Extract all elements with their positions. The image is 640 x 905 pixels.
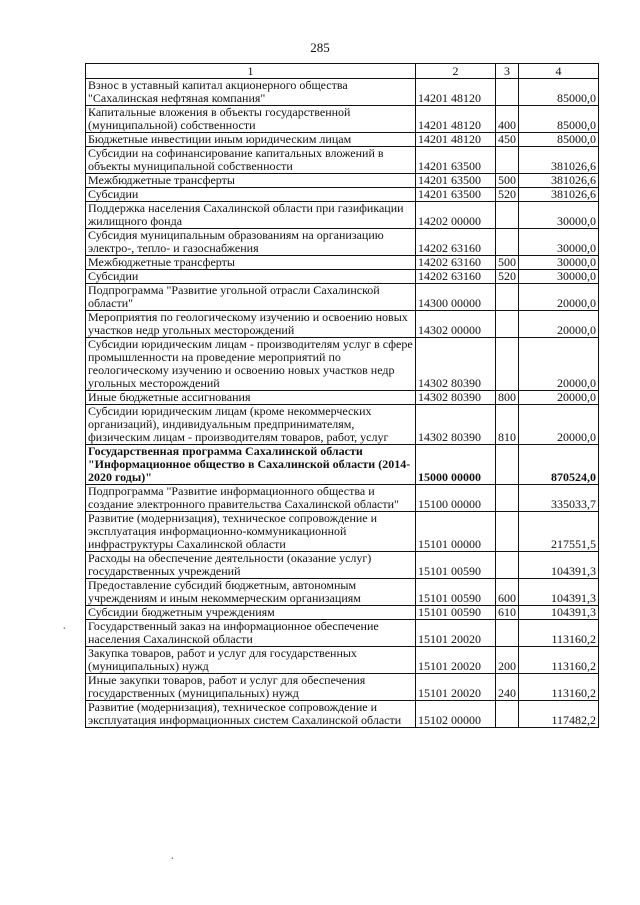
row-name: Закупка товаров, работ и услуг для государственных (муниципальных) нужд xyxy=(86,647,416,674)
row-name: Субсидии бюджетным учреждениям xyxy=(86,606,416,620)
row-name: Субсидия муниципальным образованиям на организацию электро-, тепло- и газоснабжения xyxy=(86,229,416,256)
table-row xyxy=(86,647,599,674)
row-type: 610 xyxy=(496,606,519,620)
margin-mark: · xyxy=(170,852,175,867)
row-name: Иные бюджетные ассигнования xyxy=(86,391,416,405)
row-code: 15101 00590 xyxy=(416,579,496,606)
row-name: Капитальные вложения в объекты государственной (муниципальной) собственности xyxy=(86,106,416,133)
table-row xyxy=(86,174,599,188)
row-sum: 20000,0 xyxy=(519,284,599,311)
row-name: Взнос в уставный капитал акционерного общества "Сахалинская нефтяная компания" xyxy=(86,79,416,106)
row-code: 14202 63160 xyxy=(416,270,496,284)
row-type xyxy=(496,512,519,552)
row-type: 810 xyxy=(496,405,519,445)
table-row xyxy=(86,202,599,229)
row-code: 14302 80390 xyxy=(416,405,496,445)
row-type: 500 xyxy=(496,174,519,188)
row-name: Субсидии юридическим лицам - производителям услуг в сфере промышленности на проведение мероприятий по геологическому изучению и освоению новых участков недр угольных месторождений xyxy=(86,338,416,391)
row-type: 800 xyxy=(496,391,519,405)
row-type xyxy=(496,147,519,174)
row-name: Государственная программа Сахалинской области "Информационное общество в Сахалинской области (2014-2020 годы)" xyxy=(86,445,416,485)
row-type: 520 xyxy=(496,270,519,284)
row-code: 15102 00000 xyxy=(416,701,496,728)
table-row xyxy=(86,133,599,147)
table-row xyxy=(86,256,599,270)
row-name: Иные закупки товаров, работ и услуг для обеспечения государственных (муниципальных) нужд xyxy=(86,674,416,701)
row-type xyxy=(496,338,519,391)
table-row xyxy=(86,229,599,256)
row-name: Развитие (модернизация), техническое сопровождение и эксплуатация информационных систем Сахалинской области xyxy=(86,701,416,728)
row-name: Подпрограмма "Развитие информационного общества и создание электронного правительства Сахалинской области" xyxy=(86,485,416,512)
row-name: Межбюджетные трансферты xyxy=(86,256,416,270)
row-sum: 85000,0 xyxy=(519,79,599,106)
row-code: 14201 63500 xyxy=(416,174,496,188)
row-code: 15101 00000 xyxy=(416,512,496,552)
row-sum: 20000,0 xyxy=(519,338,599,391)
row-type: 240 xyxy=(496,674,519,701)
row-sum: 30000,0 xyxy=(519,229,599,256)
row-sum: 104391,3 xyxy=(519,579,599,606)
table-row xyxy=(86,391,599,405)
row-type xyxy=(496,552,519,579)
row-name: Субсидии xyxy=(86,188,416,202)
row-type: 520 xyxy=(496,188,519,202)
row-name: Субсидии xyxy=(86,270,416,284)
table-row xyxy=(86,701,599,728)
row-name: Субсидии на софинансирование капитальных вложений в объекты муниципальной собственности xyxy=(86,147,416,174)
row-sum: 870524,0 xyxy=(519,445,599,485)
row-type: 450 xyxy=(496,133,519,147)
table-row xyxy=(86,485,599,512)
row-code: 15101 00590 xyxy=(416,606,496,620)
row-code: 14202 63160 xyxy=(416,256,496,270)
row-name: Мероприятия по геологическому изучению и освоению новых участков недр угольных месторождений xyxy=(86,311,416,338)
row-sum: 381026,6 xyxy=(519,174,599,188)
row-name: Предоставление субсидий бюджетным, автономным учреждениям и иным некоммерческим организациям xyxy=(86,579,416,606)
row-code: 14302 80390 xyxy=(416,391,496,405)
row-code: 14202 63160 xyxy=(416,229,496,256)
row-type xyxy=(496,229,519,256)
row-name: Поддержка населения Сахалинской области при газификации жилищного фонда xyxy=(86,202,416,229)
table-row xyxy=(86,512,599,552)
row-sum: 381026,6 xyxy=(519,147,599,174)
row-type xyxy=(496,202,519,229)
header-col-1: 1 xyxy=(86,64,416,79)
row-name: Государственный заказ на информационное обеспечение населения Сахалинской области xyxy=(86,620,416,647)
table-body xyxy=(86,79,599,728)
table-row xyxy=(86,606,599,620)
row-name: Субсидии юридическим лицам (кроме некоммерческих организаций), индивидуальным предпринимателям, физическим лицам - производителям товаров, работ, услуг xyxy=(86,405,416,445)
row-type xyxy=(496,701,519,728)
row-sum: 113160,2 xyxy=(519,620,599,647)
row-code: 14202 00000 xyxy=(416,202,496,229)
row-sum: 113160,2 xyxy=(519,674,599,701)
row-name: Развитие (модернизация), техническое сопровождение и эксплуатация информационно-коммуникационной инфраструктуры Сахалинской области xyxy=(86,512,416,552)
row-name: Межбюджетные трансферты xyxy=(86,174,416,188)
row-sum: 104391,3 xyxy=(519,606,599,620)
table-row xyxy=(86,311,599,338)
table-row xyxy=(86,579,599,606)
row-code: 15101 20020 xyxy=(416,674,496,701)
row-code: 14201 48120 xyxy=(416,106,496,133)
row-code: 15000 00000 xyxy=(416,445,496,485)
table-row xyxy=(86,147,599,174)
margin-mark: · xyxy=(62,622,67,637)
row-sum: 20000,0 xyxy=(519,391,599,405)
table-row xyxy=(86,270,599,284)
row-sum: 104391,3 xyxy=(519,552,599,579)
header-col-3: 3 xyxy=(496,64,519,79)
row-type: 500 xyxy=(496,256,519,270)
row-sum: 335033,7 xyxy=(519,485,599,512)
row-type xyxy=(496,284,519,311)
row-name: Расходы на обеспечение деятельности (оказание услуг) государственных учреждений xyxy=(86,552,416,579)
table-row xyxy=(86,405,599,445)
budget-table xyxy=(85,63,599,728)
row-sum: 30000,0 xyxy=(519,202,599,229)
row-type: 600 xyxy=(496,579,519,606)
row-code: 14201 63500 xyxy=(416,188,496,202)
table-header-row xyxy=(86,64,599,79)
row-type xyxy=(496,79,519,106)
row-sum: 20000,0 xyxy=(519,405,599,445)
row-sum: 113160,2 xyxy=(519,647,599,674)
row-type xyxy=(496,620,519,647)
header-col-2: 2 xyxy=(416,64,496,79)
row-type xyxy=(496,485,519,512)
header-col-4: 4 xyxy=(519,64,599,79)
row-sum: 20000,0 xyxy=(519,311,599,338)
row-code: 15100 00000 xyxy=(416,485,496,512)
row-sum: 85000,0 xyxy=(519,106,599,133)
row-sum: 217551,5 xyxy=(519,512,599,552)
table-row xyxy=(86,188,599,202)
table-row xyxy=(86,338,599,391)
row-type: 200 xyxy=(496,647,519,674)
row-sum: 381026,6 xyxy=(519,188,599,202)
table-row xyxy=(86,674,599,701)
page-number: 285 xyxy=(310,40,330,55)
row-code: 14201 48120 xyxy=(416,133,496,147)
table-row xyxy=(86,445,599,485)
table-row xyxy=(86,79,599,106)
row-sum: 30000,0 xyxy=(519,256,599,270)
row-code: 14201 48120 xyxy=(416,79,496,106)
table-row xyxy=(86,284,599,311)
table-row xyxy=(86,106,599,133)
row-sum: 117482,2 xyxy=(519,701,599,728)
row-type xyxy=(496,445,519,485)
table-row xyxy=(86,552,599,579)
row-type: 400 xyxy=(496,106,519,133)
row-code: 15101 20020 xyxy=(416,647,496,674)
row-code: 14302 00000 xyxy=(416,311,496,338)
row-name: Бюджетные инвестиции иным юридическим лицам xyxy=(86,133,416,147)
row-code: 14302 80390 xyxy=(416,338,496,391)
row-sum: 85000,0 xyxy=(519,133,599,147)
row-type xyxy=(496,311,519,338)
row-sum: 30000,0 xyxy=(519,270,599,284)
row-code: 15101 00590 xyxy=(416,552,496,579)
row-name: Подпрограмма "Развитие угольной отрасли Сахалинской области" xyxy=(86,284,416,311)
row-code: 14201 63500 xyxy=(416,147,496,174)
table-row xyxy=(86,620,599,647)
row-code: 14300 00000 xyxy=(416,284,496,311)
row-code: 15101 20020 xyxy=(416,620,496,647)
